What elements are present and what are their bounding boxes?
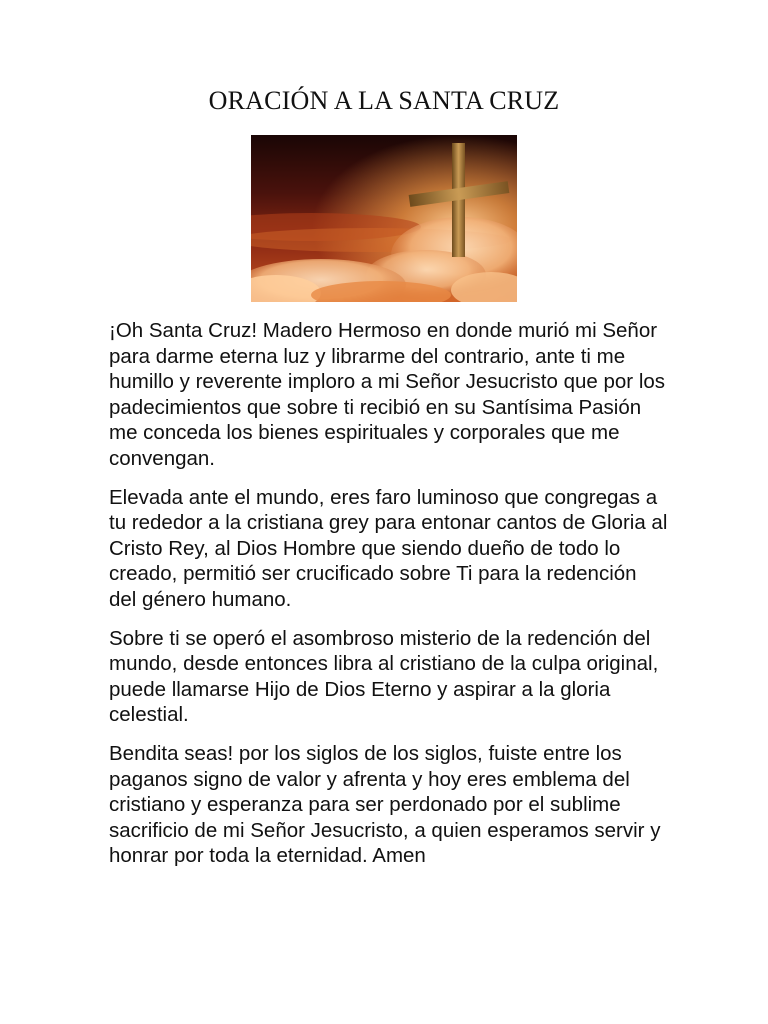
paragraph-2: Elevada ante el mundo, eres faro luminoso que congregas a tu rededor a la cristiana grey para entonar cantos de Gloria al Cristo Rey, al Dios Hombre que siendo dueño de todo lo creado, permitió ser crucificado sobre Ti para la redención del género humano. bbox=[109, 485, 668, 611]
cross-in-clouds-icon bbox=[251, 135, 517, 302]
page-title: ORACIÓN A LA SANTA CRUZ bbox=[208, 86, 560, 115]
paragraph-3: Sobre ti se operó el asombroso misterio de la redención del mundo, desde entonces libra al cristiano de la culpa original, puede llamarse Hijo de Dios Eterno y aspirar a la gloria celestial. bbox=[109, 626, 659, 727]
cross-in-clouds-image bbox=[251, 135, 517, 302]
prayer-body bbox=[109, 318, 669, 882]
paragraph-1: ¡Oh Santa Cruz! Madero Hermoso en donde murió mi Señor para darme eterna luz y librarme del contrario, ante ti me humillo y reverente imploro a mi Señor Jesucristo que por los padecimientos que sobre ti recibió en su Santísima Pasión me conceda los bienes espirituales y corporales que me convengan. bbox=[109, 319, 666, 470]
paragraph-4: Bendita seas! por los siglos de los siglos, fuiste entre los paganos signo de valor y afrenta y hoy eres emblema del cristiano y esperanza para ser perdonado por el sublime sacrificio de mi Señor Jesucristo, a quien esperamos servir y honrar por toda la eternidad. Amen bbox=[109, 741, 661, 868]
